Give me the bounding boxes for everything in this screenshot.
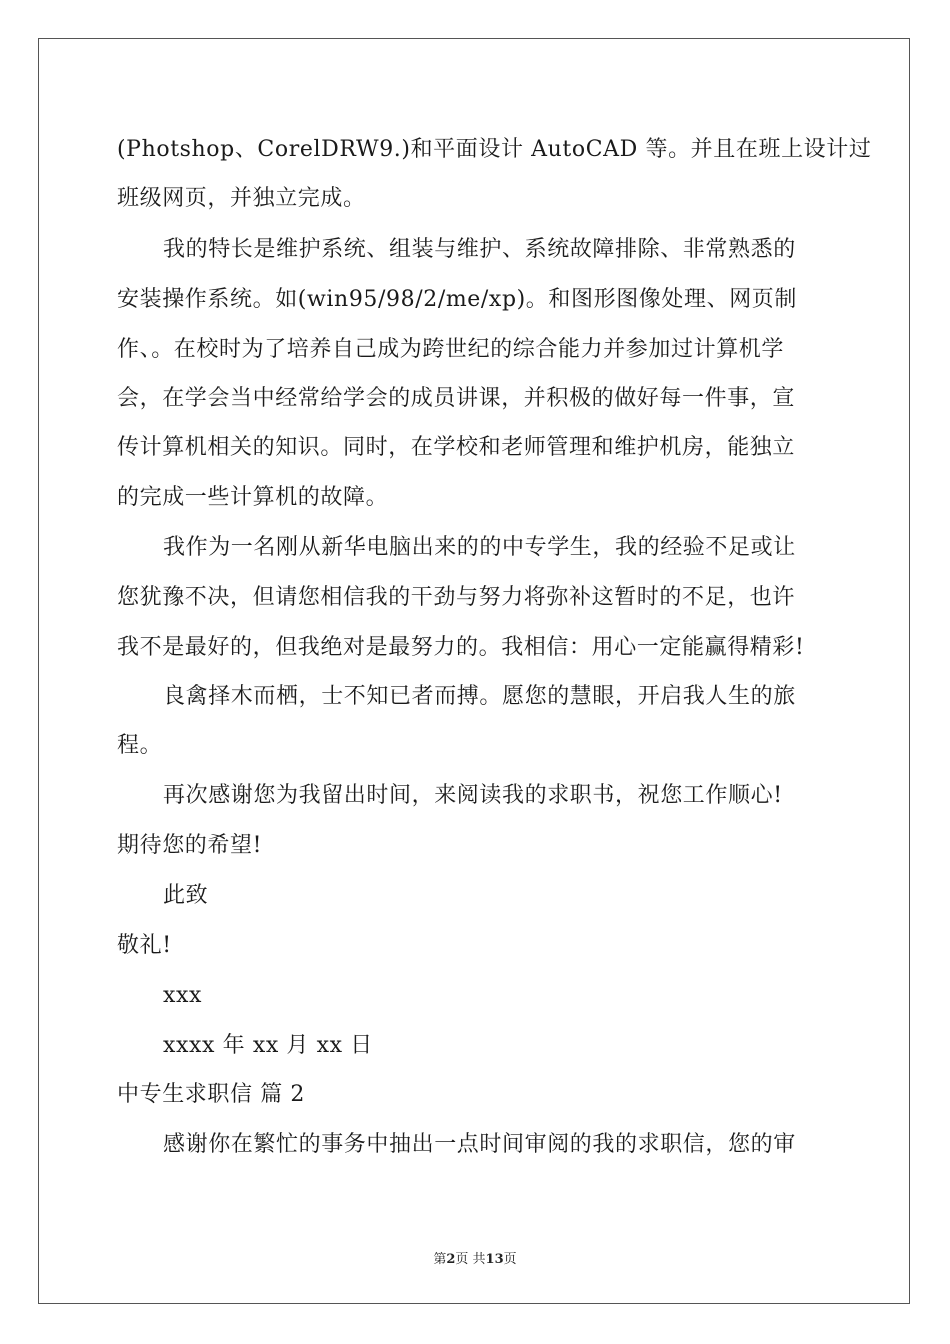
section-heading: 中专生求职信 篇 2: [117, 1082, 305, 1107]
text-line: 会，在学会当中经常给学会的成员讲课，并积极的做好每一件事，宣: [117, 386, 796, 411]
text-line: 良禽择木而栖，士不知已者而搏。愿您的慧眼，开启我人生的旅: [163, 684, 796, 709]
text-line: 程。: [117, 733, 163, 758]
footer-page-total: 13: [485, 1252, 504, 1267]
text-line: 我作为一名刚从新华电脑出来的的中专学生，我的经验不足或让: [163, 535, 796, 560]
page-border: [38, 38, 910, 1304]
text-line: 班级网页，并独立完成。: [117, 186, 366, 211]
page-footer: [0, 1248, 950, 1267]
footer-page-number: 2: [446, 1252, 456, 1267]
text-line: 您犹豫不决，但请您相信我的干劲与努力将弥补这暂时的不足，也许: [117, 585, 796, 610]
text-line: 感谢你在繁忙的事务中抽出一点时间审阅的我的求职信，您的审: [163, 1132, 796, 1157]
text-line: 作、。在校时为了培养自己成为跨世纪的综合能力并参加过计算机学: [117, 337, 785, 362]
footer-mid: 页 共: [455, 1252, 486, 1267]
text-line: 传计算机相关的知识。同时，在学校和老师管理和维护机房，能独立: [117, 435, 796, 460]
text-line: 安装操作系统。如(win95/98/2/me/xp)。和图形图像处理、网页制: [117, 287, 798, 312]
signature-date: xxxx 年 xx 月 xx 日: [163, 1033, 373, 1058]
text-line: 期待您的希望!: [117, 833, 263, 858]
closing-salutation: 此致: [163, 883, 209, 908]
text-line: (Photshop、CorelDRW9.)和平面设计 AutoCAD 等。并且在班上设计过: [117, 137, 872, 162]
text-line: 我的特长是维护系统、组装与维护、系统故障排除、非常熟悉的: [163, 237, 796, 262]
text-line: 再次感谢您为我留出时间，来阅读我的求职书，祝您工作顺心!: [163, 783, 783, 808]
footer-suffix: 页: [503, 1252, 517, 1267]
footer-prefix: 第: [433, 1252, 447, 1267]
closing-regards: 敬礼!: [117, 933, 172, 958]
text-line: 我不是最好的，但我绝对是最努力的。我相信：用心一定能赢得精彩!: [117, 635, 805, 660]
text-line: 的完成一些计算机的故障。: [117, 485, 389, 510]
signature-name: xxx: [163, 983, 203, 1008]
